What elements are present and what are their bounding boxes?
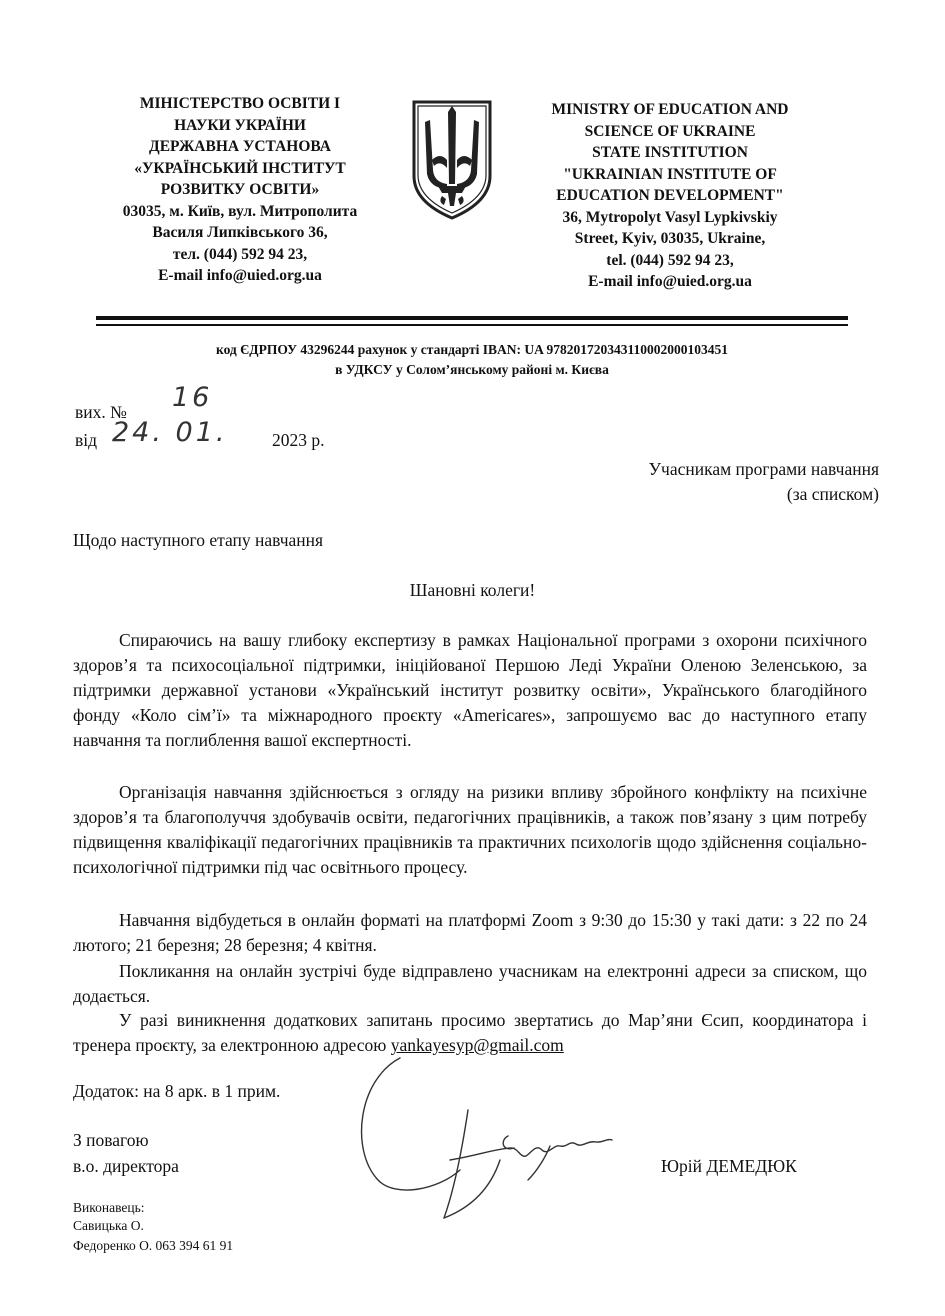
header-en-line: SCIENCE OF UKRAINE [584,122,756,140]
header-english [520,99,820,293]
closing-position: в.о. директора [73,1156,179,1176]
outgoing-year: 2023 р. [272,430,325,450]
body-paragraph-5-text: У разі виникнення додаткових запитань просимо звертатись до Мар’яни Єсип, координатора і тренера проєкту, за електронною адресою [73,1010,867,1055]
outgoing-number-handwritten: 16 [172,382,213,413]
salutation: Шановні колеги! [409,580,536,600]
header-ua-line: «УКРАЇНСЬКИЙ ІНСТИТУТ [134,159,346,177]
header-en-line: tel. (044) 592 94 23, [606,251,734,269]
body-paragraph-4: Покликання на онлайн зустрічі буде відправлено учасникам на електронні адреси за списком, що додається. [73,961,867,1006]
executor-name-2: Федоренко О. 063 394 61 91 [73,1238,234,1253]
subject-line: Щодо наступного етапу навчання [73,530,324,550]
executor-label: Виконавець: [73,1200,145,1215]
handwritten-signature [350,1040,620,1240]
body-paragraph-2: Організація навчання здійснюється з огляду на ризики впливу збройного конфлікту на психічне здоров’я та благополуччя здобувачів освіти, педагогічних працівників, а також пов’язану з цим потребу підвищення кваліфікації педагогічних працівників та практичних психологів щодо здійснення соціально-психологічної підтримки під час освітнього процесу. [73,782,867,877]
header-divider-thin [96,324,848,326]
body-paragraph-1: Спираючись на вашу глибоку експертизу в рамках Національної програми з охорони психічного здоров’я та психосоціальної підтримки, ініційованої Першою Леді України Оленою Зеленською, за підтримки державної установи «Український інститут розвитку освіти», Українського благодійного фонду «Коло сім’ї» та міжнародного проєкту «Americares», запрошуємо вас до наступного етапу навчання та поглиблення вашої експертності. [73,630,867,750]
header-divider-thick [96,316,848,320]
outgoing-date-handwritten: 24. 01. [112,417,228,448]
header-en-line: Street, Kyiv, 03035, Ukraine, [574,230,766,247]
closing-regards: З повагою [73,1130,149,1150]
outgoing-date-label: від [75,430,98,450]
header-en-line: STATE INSTITUTION [592,144,748,161]
header-ua-line: НАУКИ УКРАЇНИ [174,116,306,134]
header-en-line: E-mail info@uied.org.ua [588,273,752,290]
header-ua-line: Василя Липківського 36, [152,224,328,241]
header-en-line: 36, Mytropolyt Vasyl Lypkivskiy [562,208,778,226]
trident-coat-of-arms-icon [408,98,496,222]
body-paragraph-3: Навчання відбудеться в онлайн форматі на платформі Zoom з 9:30 до 15:30 у такі дати: з 22 по 24 лютого; 21 березня; 28 березня; 4 квітня. [73,910,867,955]
executor-name-1: Савицька О. [73,1218,144,1233]
header-ua-line: E-mail info@uied.org.ua [158,267,322,284]
recipient-line-2: (за списком) [786,484,879,504]
header-ua-line: РОЗВИТКУ ОСВІТИ» [160,181,320,198]
header-ua-line: ДЕРЖАВНА УСТАНОВА [149,138,331,155]
registration-line-1: код ЄДРПОУ 43296244 рахунок у стандарті IBAN: UA 978201720343110002000103451 [215,342,729,357]
signer-name: Юрій ДЕМЕДЮК [661,1156,797,1176]
header-en-line: "UKRAINIAN INSTITUTE OF [563,165,777,183]
header-ua-line: МІНІСТЕРСТВО ОСВІТИ І [139,95,341,112]
header-ua-line: тел. (044) 592 94 23, [172,245,308,263]
recipient-line-1: Учасникам програми навчання [648,459,879,479]
registration-line-2: в УДКСУ у Солом’янському районі м. Києва [335,362,609,377]
contact-email-link[interactable]: yankayesyp@gmail.com [390,1035,564,1055]
header-en-line: EDUCATION DEVELOPMENT" [556,187,784,204]
outgoing-number-label: вих. № [75,402,127,422]
attachment-note: Додаток: на 8 арк. в 1 прим. [73,1081,281,1101]
header-ukrainian [80,93,400,287]
header-en-line: MINISTRY OF EDUCATION AND [551,101,789,118]
header-ua-line: 03035, м. Київ, вул. Митрополита [122,202,358,220]
